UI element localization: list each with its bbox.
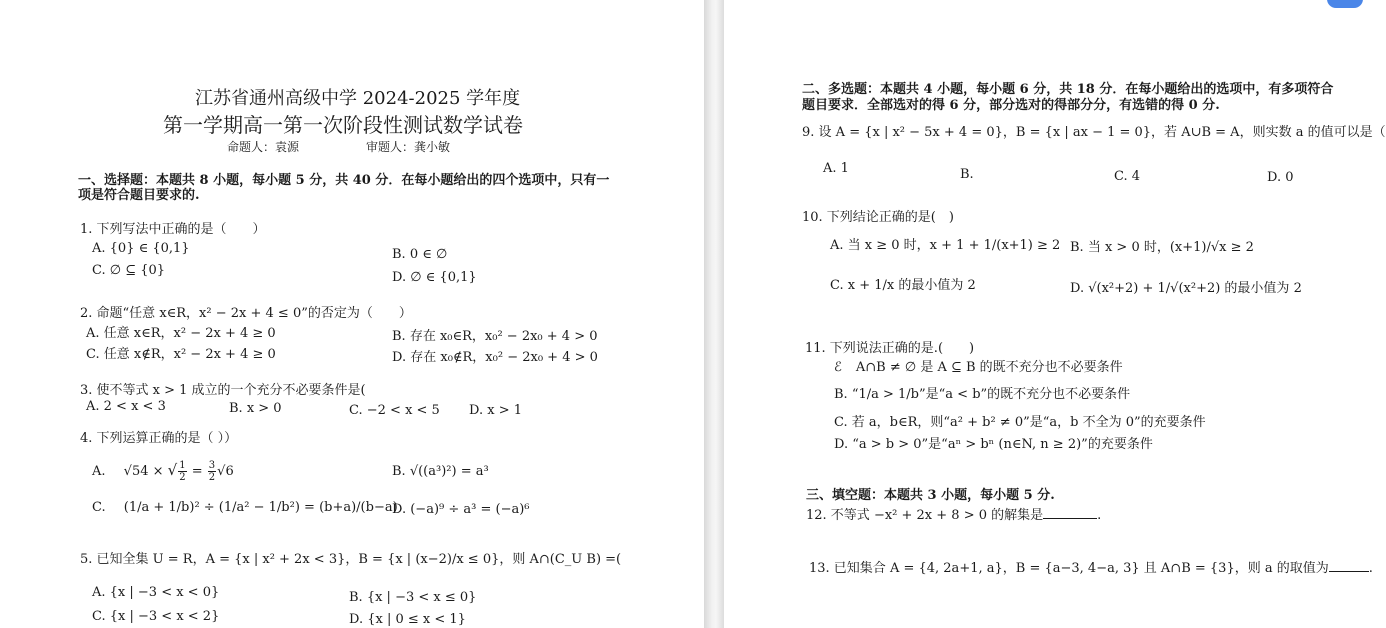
q1-option-c: C. ∅ ⊆ {0}: [92, 263, 166, 278]
viewer-corner-button[interactable]: [1327, 0, 1363, 8]
section3-heading: 三、填空题：本题共 3 小题，每小题 5 分.: [806, 488, 1055, 503]
q2-option-a: A. 任意 x∈R，x² − 2x + 4 ≥ 0: [86, 326, 276, 341]
school-title: 江苏省通州高级中学 2024-2025 学年度: [195, 88, 521, 109]
q1-option-a: A. {0} ∈ {0,1}: [92, 241, 190, 256]
q1-stem: 1. 下列写法中正确的是（ ）: [80, 222, 266, 237]
author-label: 命题人：袁源: [227, 140, 300, 154]
q4-option-a: A. √54 × √ $\frac{1}{2}$ = $\frac{3}{2}$ √6: [92, 460, 234, 483]
q4-a-left: √54 ×: [123, 464, 164, 479]
q1-option-d: D. ∅ ∈ {0,1}: [392, 270, 477, 285]
q5-option-c: C. {x | −3 < x < 2}: [92, 609, 220, 624]
q4-a-result-frac: $\frac{3}{2}$: [208, 460, 216, 483]
q3-option-c: C. −2 < x < 5: [349, 403, 440, 418]
q10-option-d: D. √(x²+2) + 1/√(x²+2) 的最小值为 2: [1070, 281, 1302, 296]
q10-stem: 10. 下列结论正确的是( ): [802, 210, 954, 225]
q10-option-b: B. 当 x > 0 时，(x+1)/√x ≥ 2: [1070, 240, 1254, 255]
section1-heading-line2: 项是符合题目要求的.: [78, 188, 200, 203]
section2-heading-line2: 题目要求．全部选对的得 6 分，部分选对的得部分分，有选错的得 0 分.: [802, 98, 1220, 113]
q13-answer-blank: [1329, 560, 1369, 572]
q9-option-b: B.: [960, 167, 974, 182]
q4-stem: 4. 下列运算正确的是（ ））: [80, 431, 238, 446]
q4-option-d: D. (−a)⁹ ÷ a³ = (−a)⁶: [392, 502, 530, 517]
page-gutter: [704, 0, 724, 628]
q10-option-a: A. 当 x ≥ 0 时，x + 1 + 1/(x+1) ≥ 2: [830, 238, 1061, 253]
exam-title: 第一学期高一第一次阶段性测试数学试卷: [163, 113, 523, 137]
q3-option-b: B. x > 0: [229, 401, 282, 416]
reviewer-label: 审题人：龚小敏: [366, 140, 451, 154]
q11-option-b: B. “1/a > 1/b”是“a < b”的既不充分也不必要条件: [834, 387, 1131, 402]
q5-option-d: D. {x | 0 ≤ x < 1}: [349, 612, 466, 627]
q4-c-expr: (1/a + 1/b)² ÷ (1/a² − 1/b²) = (b+a)/(b−a): [123, 500, 398, 515]
q4-option-c: C. (1/a + 1/b)² ÷ (1/a² − 1/b²) = (b+a)/(b−a): [92, 500, 398, 515]
q2-option-d: D. 存在 x₀∉R，x₀² − 2x₀ + 4 > 0: [392, 350, 598, 365]
q11-option-c: C. 若 a，b∈R，则“a² + b² ≠ 0”是“a，b 不全为 0”的充要条件: [834, 415, 1206, 430]
q9-option-d: D. 0: [1267, 170, 1294, 185]
q5-stem: 5. 已知全集 U = R，A = {x | x² + 2x < 3}，B = {x | (x−2)/x ≤ 0}，则 A∩(C_U B) =(: [80, 552, 622, 567]
q5-option-b: B. {x | −3 < x ≤ 0}: [349, 590, 477, 605]
q4-a-label: A.: [92, 464, 106, 479]
section1-heading-line1: 一、选择题：本题共 8 小题，每小题 5 分，共 40 分．在每小题给出的四个选项中，只有一: [78, 173, 610, 188]
q4-option-b: B. √((a³)²) = a³: [392, 464, 489, 479]
q9-option-a: A. 1: [823, 161, 849, 176]
q3-stem: 3. 使不等式 x > 1 成立的一个充分不必要条件是(: [80, 383, 366, 398]
q13-stem: 13. 已知集合 A = {4, 2a+1, a}，B = {a−3, 4−a, 3} 且 A∩B = {3}，则 a 的取值为 .: [809, 561, 1373, 576]
q3-option-d: D. x > 1: [469, 403, 522, 418]
q11-option-d: D. “a > b > 0”是“aⁿ > bⁿ (n∈N, n ≥ 2)”的充要条件: [834, 437, 1153, 452]
q5-option-a: A. {x | −3 < x < 0}: [92, 585, 220, 600]
section2-heading-line1: 二、多选题：本题共 4 小题，每小题 6 分，共 18 分．在每小题给出的选项中，有多项符合: [802, 82, 1334, 97]
q9-option-c: C. 4: [1114, 169, 1141, 184]
q2-option-c: C. 任意 x∉R，x² − 2x + 4 ≥ 0: [86, 347, 276, 362]
q9-stem: 9. 设 A = {x | x² − 5x + 4 = 0}，B = {x | ax − 1 = 0}，若 A∪B = A，则实数 a 的值可以是（: [802, 125, 1386, 140]
q2-stem: 2. 命题“任意 x∈R，x² − 2x + 4 ≤ 0”的否定为（ ）: [80, 306, 412, 321]
q12-answer-blank: [1043, 507, 1097, 519]
exam-page-right: [724, 0, 1386, 628]
q11-option-a: ℰ A∩B ≠ ∅ 是 A ⊆ B 的既不充分也不必要条件: [834, 360, 1123, 375]
q12-stem: 12. 不等式 −x² + 2x + 8 > 0 的解集是 .: [806, 508, 1102, 523]
q1-option-b: B. 0 ∈ ∅: [392, 247, 448, 262]
q3-option-a: A. 2 < x < 3: [86, 399, 166, 414]
q11-stem: 11. 下列说法正确的是.( ): [805, 341, 975, 356]
q2-option-b: B. 存在 x₀∈R，x₀² − 2x₀ + 4 > 0: [392, 329, 598, 344]
q10-option-c: C. x + 1/x 的最小值为 2: [830, 278, 976, 293]
q4-a-frac: $\frac{1}{2}$: [179, 460, 186, 483]
